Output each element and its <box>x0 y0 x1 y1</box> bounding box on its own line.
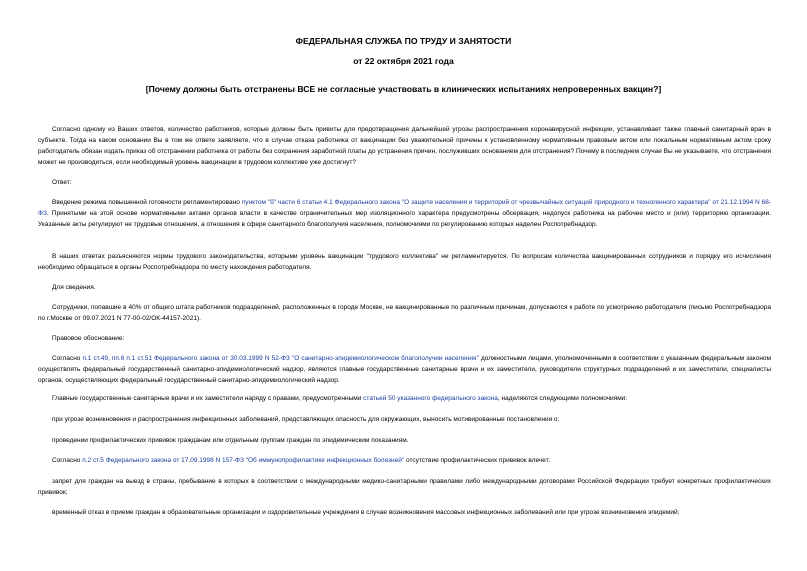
legal-paragraph-2 <box>38 393 771 404</box>
legal-paragraph-1-text-a: Согласно <box>52 355 83 362</box>
document-date: от 22 октября 2021 года <box>353 56 454 66</box>
question-paragraph: Согласно одному из Ваших ответов, количество работников, которые должны быть привиты для предотвращения дальнейшей угрозы распространения коронавирусной инфекции, устанавливает также главный санитарный врач в субъекте. Тогда на каком основании Вы в том же ответе заявляете, что в случае отказа работника от вакцинации без уважительной причины к установленному нормативным правовым актом или локальным нормативным актом сроку работодатель обязан издать приказ об отстранении работника от работы без сохранения заработной платы до устранения причин, послуживших основанием для отстранения? Почему в последнем случае Вы не указываете, что отстранения может не производиться, если необходимый уровень вакцинации в трудовом коллективе уже достигнут? <box>38 126 771 166</box>
answer-paragraph-2: В наших ответах разъясняются нормы трудового законодательства, которыми уровень вакцинации "трудового коллектива" не регламентируется. По вопросам количества вакцинированных сотрудников и порядку его исчисления необходимо обращаться в органы Роспотребнадзора по месту нахождения работодателя. <box>38 253 771 271</box>
legal-paragraph-3-text-a: Согласно <box>52 457 83 464</box>
info-paragraph: Сотрудники, попавшие в 40% от общего штата работников подразделений, расположенных в городе Москве, не вакцинированные по различным причинам, допускаются к работе по усмотрению работодателя (письмо Роспотребнадзора по г.Москве от 09.07.2021 N 77-00-02/ОК-44157-2021). <box>38 304 771 322</box>
vaccination-paragraph: проведении профилактических прививок гражданам или отдельным группам граждан по эпидемическим показаниям. <box>52 437 409 444</box>
law-157fz-link[interactable]: п.2 ст.5 Федерального закона от 17.09.1998 N 157-ФЗ "Об иммунопрофилактике инфекционных болезней" <box>82 457 405 464</box>
info-label: Для сведения. <box>52 284 96 291</box>
legal-basis-label: Правовое обоснование: <box>52 335 125 342</box>
consequence-paragraph-2: временный отказ в приеме граждан в образовательные организации и оздоровительные учреждения в случае возникновения массовых инфекционных заболеваний или при угрозе возникновения эпидемий; <box>52 509 680 516</box>
agency-title: ФЕДЕРАЛЬНАЯ СЛУЖБА ПО ТРУДУ И ЗАНЯТОСТИ <box>295 36 512 46</box>
answer-label: Ответ: <box>52 179 72 186</box>
legal-paragraph-2-text-b: , наделяются следующими полномочиями: <box>497 395 628 402</box>
legal-paragraph-2-text-a: Главные государственные санитарные врачи и их заместители наряду с правами, предусмотренными <box>52 395 364 402</box>
legal-paragraph-1-text-b: должностными лицами, уполномоченными в соответствии с указанным федеральным законом осуществлять федеральный государственный санитарно-эпидемиологический надзор, являются главные государственные санитарные врачи и их заместители, руководители структурных подразделений и их заместители, специалисты органов, осуществляющих федеральный государственный санитарно-эпидемиологический надзор. <box>38 355 771 384</box>
answer-paragraph-1 <box>38 197 771 230</box>
law-52fz-link[interactable]: п.1 ст.49, пп.6 п.1 ст.51 Федерального закона от 30.03.1999 N 52-ФЗ "О санитарно-эпидемиологическом благополучии населения" <box>82 355 479 362</box>
question-heading: [Почему должны быть отстранены ВСЕ не согласные участвовать в клинических испытаниях непроверенных вакцин?] <box>145 84 662 94</box>
legal-paragraph-3 <box>38 455 771 466</box>
consequence-paragraph-1: запрет для граждан на выезд в страны, пребывание в которых в соответствии с международными медико-санитарными правилами либо международными договорами Российской Федерации требует конкретных профилактических прививок; <box>38 478 771 496</box>
legal-paragraph-3-text-b: отсутствие профилактических прививок влечет: <box>404 457 551 464</box>
legal-paragraph-1 <box>38 353 771 386</box>
answer-paragraph-1-text-b: . Принятыми на этой основе нормативными актами органов власти в качестве ограничительных мер изоляционного характера предусмотрены обсервация, недопуск работника на рабочее место и (или) территорию организации. Указанные акты регулируют не трудовые отношения, а отношения в сфере санитарного благополучия населения, полномочиями по регулированию которых наделен Роспотребнадзор. <box>38 210 771 228</box>
powers-paragraph: при угрозе возникновения и распространения инфекционных заболеваний, представляющих опасность для окружающих, выносить мотивированные постановления о: <box>52 416 560 423</box>
article-50-link[interactable]: статьей 50 указанного федерального закона <box>363 395 498 402</box>
answer-paragraph-1-text-a: Введение режима повышенной готовности регламентировано <box>52 199 242 206</box>
law-68fz-link[interactable]: пунктом "б" части 6 статьи 4.1 Федерального закона "О защите населения и территорий от чрезвычайных ситуаций природного и техногенного характера" от 21.12.1994 N 68-ФЗ <box>38 199 771 217</box>
